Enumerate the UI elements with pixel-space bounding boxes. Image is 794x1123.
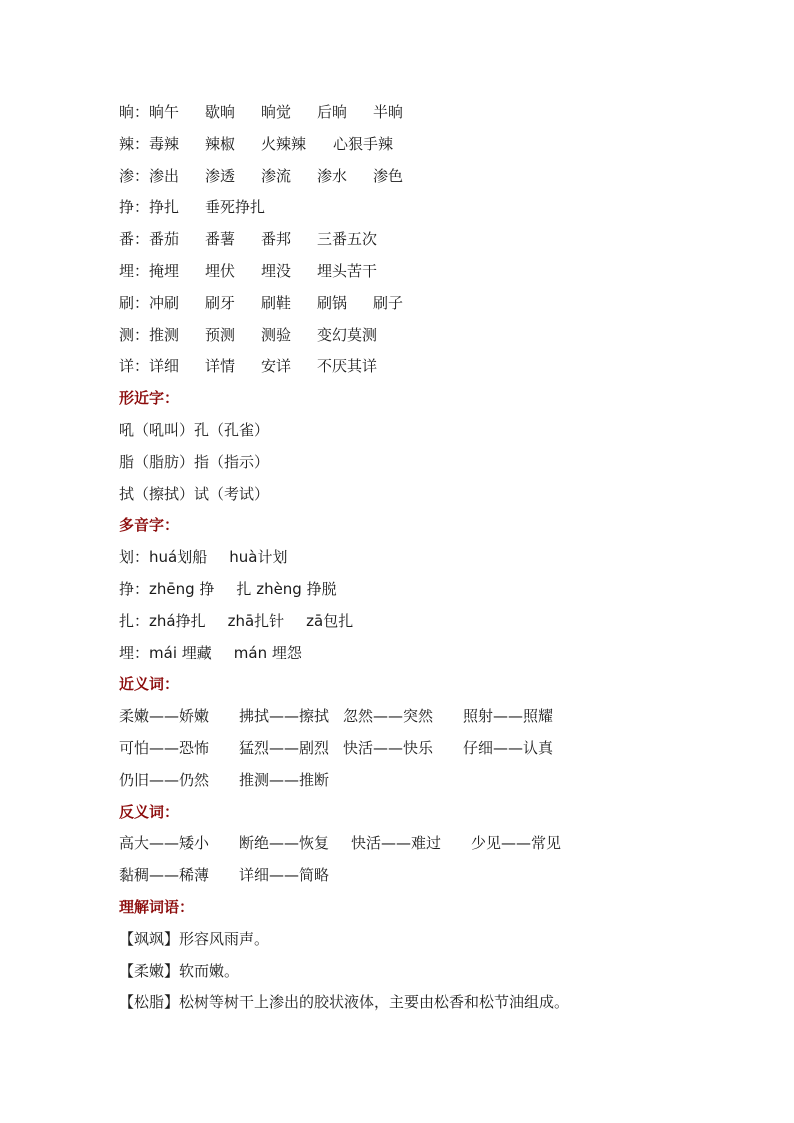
word: 半晌 [373, 103, 404, 121]
word: 埋没 [261, 261, 292, 280]
definition-line [119, 924, 719, 956]
word: 三番五次 [317, 230, 378, 249]
synonym-pair: 推测——推断 [239, 770, 330, 789]
word: 刷牙 [205, 293, 236, 312]
word: 歇晌 [205, 103, 236, 121]
word: 晌觉 [261, 103, 292, 121]
group-char: 测： [119, 325, 150, 344]
definition-line [119, 987, 719, 1019]
polyphone-char: 挣： [119, 579, 150, 598]
word: 火辣辣 [261, 134, 307, 153]
word: 渗色 [373, 166, 404, 185]
synonym-pair: 仔细——认真 [463, 738, 554, 757]
polyphone-reading: zhā扎针 [227, 611, 285, 630]
word: 番茄 [149, 230, 180, 249]
word: 挣扎 [149, 198, 180, 217]
polyphone-line [119, 542, 719, 574]
word: 毒辣 [149, 134, 180, 153]
polyphone-reading: zā包扎 [306, 611, 354, 630]
definition-line [119, 956, 719, 988]
word: 垂死挣扎 [205, 198, 266, 217]
group-char: 晌： [119, 103, 150, 121]
word: 掩埋 [149, 261, 180, 280]
word-group-line [119, 256, 719, 288]
word: 渗透 [205, 166, 236, 185]
section-heading-polyphone: 多音字： [119, 516, 180, 535]
word: 番薯 [205, 230, 236, 249]
polyphone-reading: huà计划 [229, 548, 288, 567]
section-heading-synonyms: 近义词： [119, 675, 180, 694]
section-heading-definitions: 理解词语： [119, 897, 195, 916]
word-group-line [119, 351, 719, 383]
polyphone-reading: mái 埋藏 [149, 643, 212, 662]
definition-text: 形容风雨声。 [179, 929, 270, 948]
word-group-line [119, 97, 719, 129]
antonym-line [119, 828, 719, 860]
polyphone-reading: huá划船 [149, 548, 208, 567]
antonym-pair: 黏稠——稀薄 [119, 866, 210, 885]
polyphone-reading: mán 埋怨 [233, 643, 302, 662]
word: 刷鞋 [261, 293, 292, 312]
document-page [119, 97, 719, 1019]
word: 后晌 [317, 103, 348, 121]
word: 推测 [149, 325, 180, 344]
antonym-line [119, 860, 719, 892]
word: 详情 [205, 357, 236, 376]
antonym-pair: 详细——简略 [239, 866, 330, 885]
polyphone-char: 划： [119, 548, 150, 567]
word: 变幻莫测 [317, 325, 378, 344]
group-char: 刷： [119, 293, 150, 312]
word-group-line [119, 224, 719, 256]
similar-shape-line: 脂（脂肪）指（指示） [119, 452, 270, 471]
group-char: 详： [119, 357, 150, 376]
word: 渗水 [317, 166, 348, 185]
word: 埋头苦干 [317, 261, 378, 280]
group-char: 渗： [119, 166, 150, 185]
synonym-pair: 快活——快乐 [343, 738, 434, 757]
antonym-pair: 高大——矮小 [119, 834, 210, 853]
word: 冲刷 [149, 293, 180, 312]
antonym-pair: 快活——难过 [351, 834, 442, 853]
word-groups [119, 97, 719, 383]
word: 埋伏 [205, 261, 236, 280]
synonym-line [119, 765, 719, 797]
antonym-pair: 少见——常见 [471, 834, 562, 853]
polyphone-char: 埋： [119, 643, 150, 662]
polyphone-line [119, 574, 719, 606]
word: 晌午 [149, 103, 180, 121]
polyphone-reading: zhá挣扎 [149, 611, 206, 630]
section-heading-similar-shape: 形近字： [119, 389, 180, 408]
synonym-line [119, 701, 719, 733]
word-group-line [119, 288, 719, 320]
group-char: 辣： [119, 134, 150, 153]
word: 预测 [205, 325, 236, 344]
polyphone-reading: 扎 zhèng 挣脱 [236, 579, 337, 598]
word: 安详 [261, 357, 292, 376]
word: 测验 [261, 325, 292, 344]
synonym-pair: 可怕——恐怖 [119, 738, 210, 757]
synonym-pair: 照射——照耀 [463, 707, 554, 726]
definition-term: 【松脂】 [119, 993, 180, 1012]
word: 渗出 [149, 166, 180, 185]
word-group-line [119, 129, 719, 161]
synonym-pair: 柔嫩——娇嫩 [119, 707, 210, 726]
word-group-line [119, 161, 719, 193]
group-char: 番： [119, 230, 150, 249]
definition-text: 软而嫩。 [179, 961, 240, 980]
word: 刷子 [373, 293, 404, 312]
section-heading-antonyms: 反义词： [119, 802, 180, 821]
synonym-pair: 猛烈——剧烈 [239, 738, 330, 757]
word: 不厌其详 [317, 357, 378, 376]
polyphone-char: 扎： [119, 611, 150, 630]
word-group-line [119, 320, 719, 352]
word: 心狠手辣 [333, 134, 394, 153]
antonym-pair: 断绝——恢复 [239, 834, 330, 853]
similar-shape-line: 吼（吼叫）孔（孔雀） [119, 420, 270, 439]
polyphone-line [119, 606, 719, 638]
synonym-pair: 仍旧——仍然 [119, 770, 210, 789]
word: 刷锅 [317, 293, 348, 312]
word-group-line [119, 192, 719, 224]
word: 详细 [149, 357, 180, 376]
word: 渗流 [261, 166, 292, 185]
word: 番邦 [261, 230, 292, 249]
synonym-pair: 拂拭——擦拭 [239, 707, 330, 726]
definition-text: 松树等树干上渗出的胶状液体，主要由松香和松节油组成。 [179, 993, 570, 1012]
synonym-pair: 忽然——突然 [343, 707, 434, 726]
word: 辣椒 [205, 134, 236, 153]
polyphone-line [119, 638, 719, 670]
polyphone-reading: zhēng 挣 [149, 579, 215, 598]
definition-term: 【柔嫩】 [119, 961, 180, 980]
similar-shape-line: 拭（擦拭）试（考试） [119, 484, 270, 503]
group-char: 挣： [119, 198, 150, 217]
synonym-line [119, 733, 719, 765]
group-char: 埋： [119, 261, 150, 280]
definition-term: 【飒飒】 [119, 929, 180, 948]
